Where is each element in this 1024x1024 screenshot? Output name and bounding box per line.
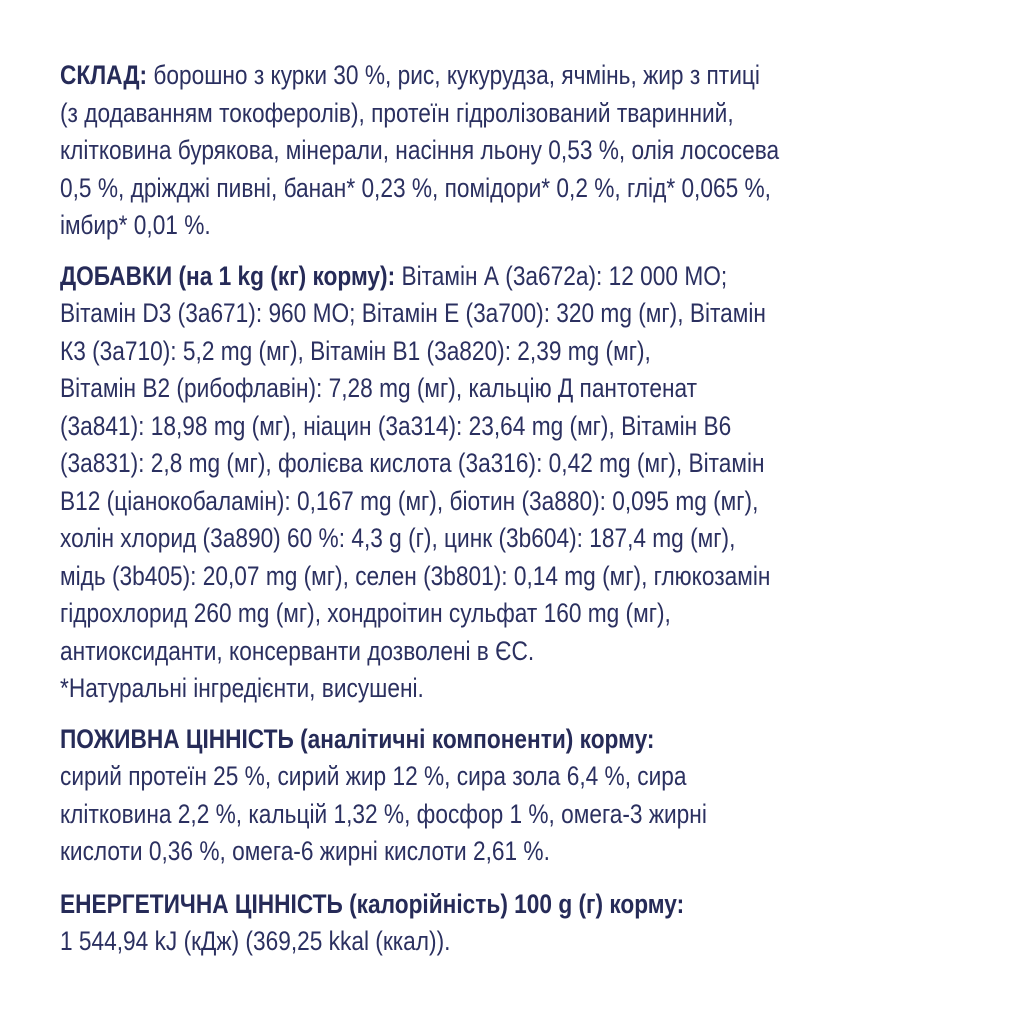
composition-section [60,57,1024,245]
text-line [60,445,984,483]
energy-value-section [60,886,1024,961]
text-line [60,595,984,633]
section-text: 1 544,94 kJ (кДж) (369,25 kkal (ккал)). [60,926,451,956]
section-text: клітковина 2,2 %, кальцій 1,32 %, фосфор 1 %, омега-3 жирні [60,798,707,829]
text-line [60,258,984,296]
section-text: кислоти 0,36 %, омега-6 жирні кислоти 2,61 %. [60,836,550,866]
text-line [60,333,984,371]
text-line [60,295,984,333]
section-text: В12 (ціанокобаламін): 0,167 mg (мг), біотин (3а880): 0,095 mg (мг), [60,485,759,516]
text-line [60,923,984,961]
text-line [60,633,984,671]
section-text: антиоксиданти, консерванти дозволені в ЄС. [60,635,535,666]
section-text: Вітамін А (3а672а): 12 000 МО; [395,260,728,291]
text-line [60,833,984,871]
section-label: ЕНЕРГЕТИЧНА ЦІННІСТЬ (калорійність) 100 g (г) корму: [60,888,685,919]
section-label: СКЛАД: [60,60,148,90]
section-text: (3а841): 18,98 mg (мг), ніацин (3а314): 23,64 mg (мг), Вітамін В6 [60,410,732,441]
text-line [60,408,984,446]
section-text: клітковина бурякова, мінерали, насіння льону 0,53 %, олія лососева [60,135,780,165]
section-text: 0,5 %, дріжджі пивні, банан* 0,23 %, помідори* 0,2 %, глід* 0,065 %, [60,172,771,203]
text-line [60,132,984,170]
section-text: Вітамін В2 (рибофлавін): 7,28 mg (мг), кальцію Д пантотенат [60,373,697,403]
section-text: (3а831): 2,8 mg (мг), фолієва кислота (3а316): 0,42 mg (мг), Вітамін [60,448,765,478]
text-line [60,483,984,521]
section-text: мідь (3b405): 20,07 mg (мг), селен (3b801): 0,14 mg (мг), глюкозамін [60,560,771,591]
text-line [60,57,984,95]
section-text: гідрохлорид 260 mg (мг), хондроітин сульфат 160 mg (мг), [60,598,671,628]
text-line [60,721,984,759]
text-line [60,207,984,245]
ingredients-document [60,57,1024,974]
text-line [60,520,984,558]
text-line [60,170,984,208]
text-line [60,886,984,924]
section-text: *Натуральні інгредієнти, висушені. [60,673,424,703]
text-line [60,558,984,596]
section-label: ДОБАВКИ (на 1 kg (кг) корму): [60,260,396,291]
section-text: імбир* 0,01 %. [60,210,211,240]
text-line [60,758,984,796]
section-label: ПОЖИВНА ЦІННІСТЬ (аналітичні компоненти) корму: [60,723,655,754]
section-text: К3 (3а710): 5,2 mg (мг), Вітамін В1 (3а820): 2,39 mg (мг), [60,335,651,366]
additives-section [60,258,1024,708]
nutritional-value-section [60,721,1024,871]
text-line [60,796,984,834]
text-line [60,95,984,133]
section-text: холін хлорид (3а890) 60 %: 4,3 g (г), цинк (3b604): 187,4 mg (мг), [60,523,736,553]
section-text: сирий протеїн 25 %, сирий жир 12 %, сира зола 6,4 %, сира [60,761,687,791]
section-text: Вітамін D3 (3а671): 960 МО; Вітамін Е (3а700): 320 mg (мг), Вітамін [60,298,766,328]
section-text: борошно з курки 30 %, рис, кукурудза, ячмінь, жир з птиці [147,60,760,90]
text-line [60,670,984,708]
text-line [60,370,984,408]
section-text: (з додаванням токоферолів), протеїн гідролізований тваринний, [60,97,734,128]
